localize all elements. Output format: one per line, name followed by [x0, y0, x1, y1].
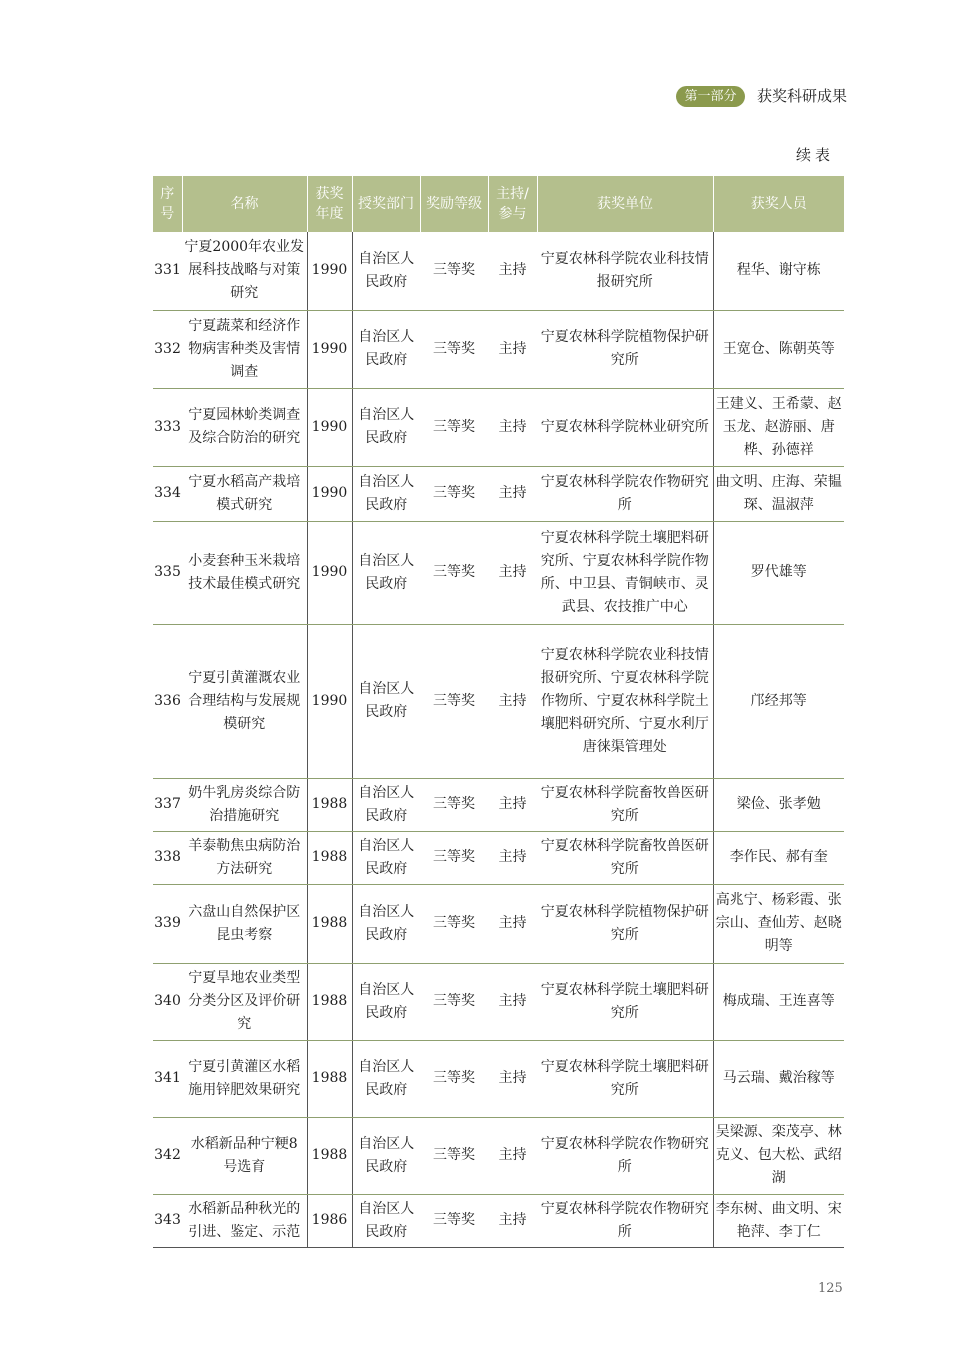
cell-level: 三等奖 [420, 1194, 488, 1247]
cell-dept: 自治区人民政府 [352, 1117, 420, 1194]
cell-person: 李作民、郝有奎 [713, 831, 844, 884]
cell-unit: 宁夏农林科学院农作物研究所 [537, 1194, 713, 1247]
part-badge: 第一部分 [676, 86, 745, 107]
cell-name: 宁夏引黄灌区水稻施用锌肥效果研究 [182, 1040, 307, 1117]
cell-person: 程华、谢守栋 [713, 232, 844, 310]
table-row [153, 624, 844, 778]
cell-level: 三等奖 [420, 831, 488, 884]
table-row [153, 310, 844, 388]
page-number: 125 [818, 1281, 843, 1296]
cell-role: 主持 [488, 310, 537, 388]
cell-name: 宁夏2000年农业发展科技战略与对策研究 [182, 232, 307, 310]
cell-role: 主持 [488, 1117, 537, 1194]
awards-table [153, 176, 844, 1248]
cell-person: 马云瑞、戴治稼等 [713, 1040, 844, 1117]
table-row [153, 232, 844, 310]
cell-role: 主持 [488, 624, 537, 778]
cell-dept: 自治区人民政府 [352, 963, 420, 1040]
cell-dept: 自治区人民政府 [352, 521, 420, 624]
cell-role: 主持 [488, 778, 537, 831]
cell-role: 主持 [488, 232, 537, 310]
cell-dept: 自治区人民政府 [352, 884, 420, 963]
cell-person: 李东树、曲文明、宋艳萍、李丁仁 [713, 1194, 844, 1247]
cell-name: 宁夏园林蚧类调查及综合防治的研究 [182, 388, 307, 466]
cell-role: 主持 [488, 1040, 537, 1117]
cell-unit: 宁夏农林科学院农作物研究所 [537, 466, 713, 521]
table-header-row [153, 176, 844, 232]
cell-name: 奶牛乳房炎综合防治措施研究 [182, 778, 307, 831]
cell-person: 曲文明、庄海、荣韫琛、温淑萍 [713, 466, 844, 521]
cell-unit: 宁夏农林科学院植物保护研究所 [537, 884, 713, 963]
cell-dept: 自治区人民政府 [352, 466, 420, 521]
cell-no: 334 [153, 466, 182, 521]
col-header-role: 主持/参与 [488, 176, 537, 232]
cell-person: 吴梁源、栾茂亭、林克义、包大松、武绍湖 [713, 1117, 844, 1194]
cell-role: 主持 [488, 1194, 537, 1247]
cell-name: 水稻新品种宁粳8号选育 [182, 1117, 307, 1194]
cell-level: 三等奖 [420, 521, 488, 624]
cell-dept: 自治区人民政府 [352, 1040, 420, 1117]
cell-no: 335 [153, 521, 182, 624]
cell-name: 宁夏旱地农业类型分类分区及评价研究 [182, 963, 307, 1040]
col-header-dept: 授奖部门 [352, 176, 420, 232]
cell-name: 水稻新品种秋光的引进、鉴定、示范 [182, 1194, 307, 1247]
table-row [153, 1117, 844, 1194]
cell-unit: 宁夏农林科学院林业研究所 [537, 388, 713, 466]
cell-year: 1988 [307, 884, 352, 963]
cell-level: 三等奖 [420, 963, 488, 1040]
cell-unit: 宁夏农林科学院土壤肥料研究所 [537, 963, 713, 1040]
cell-year: 1988 [307, 963, 352, 1040]
cell-role: 主持 [488, 831, 537, 884]
cell-no: 339 [153, 884, 182, 963]
cell-name: 小麦套种玉米栽培技术最佳模式研究 [182, 521, 307, 624]
cell-role: 主持 [488, 963, 537, 1040]
section-title: 获奖科研成果 [757, 87, 848, 105]
cell-no: 342 [153, 1117, 182, 1194]
continued-label: 续表 [796, 146, 835, 164]
cell-unit: 宁夏农林科学院农作物研究所 [537, 1117, 713, 1194]
cell-level: 三等奖 [420, 388, 488, 466]
cell-person: 王宽仓、陈朝英等 [713, 310, 844, 388]
cell-person: 梅成瑞、王连喜等 [713, 963, 844, 1040]
cell-year: 1990 [307, 232, 352, 310]
cell-level: 三等奖 [420, 466, 488, 521]
cell-level: 三等奖 [420, 232, 488, 310]
cell-no: 341 [153, 1040, 182, 1117]
cell-name: 羊泰勒焦虫病防治方法研究 [182, 831, 307, 884]
col-header-unit: 获奖单位 [537, 176, 713, 232]
cell-no: 336 [153, 624, 182, 778]
col-header-name: 名称 [182, 176, 307, 232]
cell-year: 1990 [307, 466, 352, 521]
cell-role: 主持 [488, 884, 537, 963]
cell-person: 罗代雄等 [713, 521, 844, 624]
cell-dept: 自治区人民政府 [352, 388, 420, 466]
cell-name: 宁夏引黄灌溉农业合理结构与发展规模研究 [182, 624, 307, 778]
cell-unit: 宁夏农林科学院农业科技情报研究所 [537, 232, 713, 310]
cell-year: 1990 [307, 310, 352, 388]
cell-no: 343 [153, 1194, 182, 1247]
table-row [153, 831, 844, 884]
cell-year: 1988 [307, 1117, 352, 1194]
cell-level: 三等奖 [420, 624, 488, 778]
col-header-person: 获奖人员 [713, 176, 844, 232]
col-header-year: 获奖年度 [307, 176, 352, 232]
cell-dept: 自治区人民政府 [352, 778, 420, 831]
cell-level: 三等奖 [420, 1040, 488, 1117]
cell-dept: 自治区人民政府 [352, 624, 420, 778]
cell-year: 1986 [307, 1194, 352, 1247]
cell-year: 1990 [307, 624, 352, 778]
cell-unit: 宁夏农林科学院土壤肥料研究所 [537, 1040, 713, 1117]
col-header-no: 序号 [153, 176, 182, 232]
table-row [153, 884, 844, 963]
cell-level: 三等奖 [420, 884, 488, 963]
table-row [153, 1194, 844, 1247]
cell-no: 333 [153, 388, 182, 466]
cell-person: 邝经邦等 [713, 624, 844, 778]
cell-unit: 宁夏农林科学院植物保护研究所 [537, 310, 713, 388]
cell-no: 331 [153, 232, 182, 310]
cell-dept: 自治区人民政府 [352, 310, 420, 388]
cell-unit: 宁夏农林科学院畜牧兽医研究所 [537, 778, 713, 831]
table-row [153, 388, 844, 466]
cell-unit: 宁夏农林科学院土壤肥料研究所、宁夏农林科学院作物所、中卫县、青铜峡市、灵武县、农技推广中心 [537, 521, 713, 624]
cell-year: 1990 [307, 388, 352, 466]
cell-name: 宁夏水稻高产栽培模式研究 [182, 466, 307, 521]
cell-no: 340 [153, 963, 182, 1040]
cell-unit: 宁夏农林科学院畜牧兽医研究所 [537, 831, 713, 884]
cell-dept: 自治区人民政府 [352, 1194, 420, 1247]
table-row [153, 1040, 844, 1117]
cell-level: 三等奖 [420, 778, 488, 831]
table-row [153, 963, 844, 1040]
cell-name: 六盘山自然保护区昆虫考察 [182, 884, 307, 963]
cell-no: 337 [153, 778, 182, 831]
cell-year: 1988 [307, 1040, 352, 1117]
cell-year: 1988 [307, 778, 352, 831]
cell-dept: 自治区人民政府 [352, 831, 420, 884]
cell-person: 梁俭、张孝勉 [713, 778, 844, 831]
table-row [153, 466, 844, 521]
table-row [153, 521, 844, 624]
cell-year: 1990 [307, 521, 352, 624]
cell-dept: 自治区人民政府 [352, 232, 420, 310]
cell-person: 高兆宁、杨彩霞、张宗山、查仙芳、赵晓明等 [713, 884, 844, 963]
cell-no: 338 [153, 831, 182, 884]
cell-person: 王建义、王希蒙、赵玉龙、赵游丽、唐桦、孙德祥 [713, 388, 844, 466]
col-header-level: 奖励等级 [420, 176, 488, 232]
table-row [153, 778, 844, 831]
cell-unit: 宁夏农林科学院农业科技情报研究所、宁夏农林科学院作物所、宁夏农林科学院土壤肥料研究所、宁夏水利厅唐徕渠管理处 [537, 624, 713, 778]
cell-role: 主持 [488, 388, 537, 466]
cell-role: 主持 [488, 466, 537, 521]
cell-role: 主持 [488, 521, 537, 624]
cell-year: 1988 [307, 831, 352, 884]
cell-level: 三等奖 [420, 310, 488, 388]
cell-name: 宁夏蔬菜和经济作物病害种类及害情调查 [182, 310, 307, 388]
cell-level: 三等奖 [420, 1117, 488, 1194]
cell-no: 332 [153, 310, 182, 388]
